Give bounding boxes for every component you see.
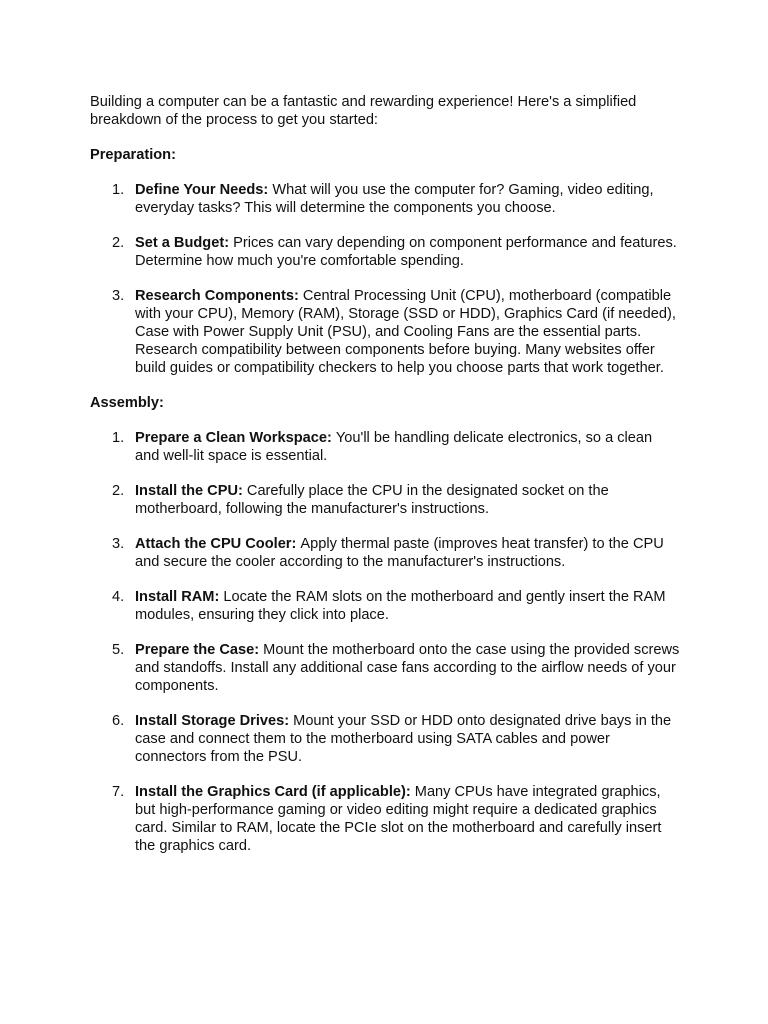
assembly-step-3	[90, 535, 680, 571]
step-term: Prepare a Clean Workspace:	[135, 430, 336, 446]
step-number: 1.	[112, 182, 125, 198]
assembly-step-2	[90, 482, 680, 518]
section-preparation	[90, 146, 680, 377]
step-number: 3.	[112, 536, 125, 552]
section-heading-assembly: Assembly:	[90, 395, 164, 411]
assembly-step-7	[90, 783, 680, 855]
step-text: You'll be handling delicate electronics, so a clean and well-lit space is essential.	[135, 430, 653, 464]
step-text: Carefully place the CPU in the designated socket on the motherboard, following the manufacturer's instructions.	[135, 483, 609, 517]
preparation-steps-list	[90, 181, 680, 377]
step-text: Many CPUs have integrated graphics, but high-performance gaming or video editing might require a dedicated graphics card. Similar to RAM, locate the PCIe slot on the motherboard and carefully insert the graphics card.	[135, 784, 662, 854]
step-term: Attach the CPU Cooler:	[135, 536, 301, 552]
step-text: Central Processing Unit (CPU), motherboard (compatible with your CPU), Memory (RAM), Storage (SSD or HDD), Graphics Card (if needed), Case with Power Supply Unit (PSU), and Cooling Fans are the essential parts. Research compatibility between components before buying. Many websites offer build guides or compatibility checkers to help you choose parts that work together.	[135, 288, 676, 376]
preparation-step-1	[90, 181, 680, 217]
step-term: Install the CPU:	[135, 483, 247, 499]
step-term: Set a Budget:	[135, 235, 234, 251]
preparation-step-2	[90, 234, 680, 270]
step-text: Locate the RAM slots on the motherboard and gently insert the RAM modules, ensuring they click into place.	[135, 589, 666, 623]
step-term: Install RAM:	[135, 589, 224, 605]
assembly-step-4	[90, 588, 680, 624]
step-number: 6.	[112, 713, 125, 729]
preparation-step-3	[90, 287, 680, 377]
section-heading-preparation: Preparation:	[90, 147, 176, 163]
step-number: 1.	[112, 430, 125, 446]
step-term: Define Your Needs:	[135, 182, 273, 198]
step-term: Install the Graphics Card (if applicable):	[135, 784, 415, 800]
step-term: Prepare the Case:	[135, 642, 264, 658]
assembly-step-6	[90, 712, 680, 766]
step-text: Prices can vary depending on component performance and features. Determine how much you're comfortable spending.	[135, 235, 677, 269]
assembly-steps-list	[90, 429, 680, 855]
step-text: Apply thermal paste (improves heat transfer) to the CPU and secure the cooler according to the manufacturer's instructions.	[135, 536, 664, 570]
step-number: 2.	[112, 483, 125, 499]
assembly-step-1	[90, 429, 680, 465]
step-number: 3.	[112, 288, 125, 304]
step-term: Research Components:	[135, 288, 303, 304]
step-number: 7.	[112, 784, 125, 800]
step-number: 2.	[112, 235, 125, 251]
step-text: Mount your SSD or HDD onto designated drive bays in the case and connect them to the motherboard using SATA cables and power connectors from the PSU.	[135, 713, 672, 765]
step-text: What will you use the computer for? Gaming, video editing, everyday tasks? This will determine the components you choose.	[135, 182, 654, 216]
intro-paragraph: Building a computer can be a fantastic and rewarding experience! Here's a simplified breakdown of the process to get you started:	[90, 94, 637, 128]
step-number: 4.	[112, 589, 125, 605]
document-page	[90, 93, 680, 872]
step-number: 5.	[112, 642, 125, 658]
step-text: Mount the motherboard onto the case using the provided screws and standoffs. Install any additional case fans according to the airflow needs of your components.	[135, 642, 680, 694]
step-term: Install Storage Drives:	[135, 713, 294, 729]
assembly-step-5	[90, 641, 680, 695]
section-assembly	[90, 394, 680, 855]
